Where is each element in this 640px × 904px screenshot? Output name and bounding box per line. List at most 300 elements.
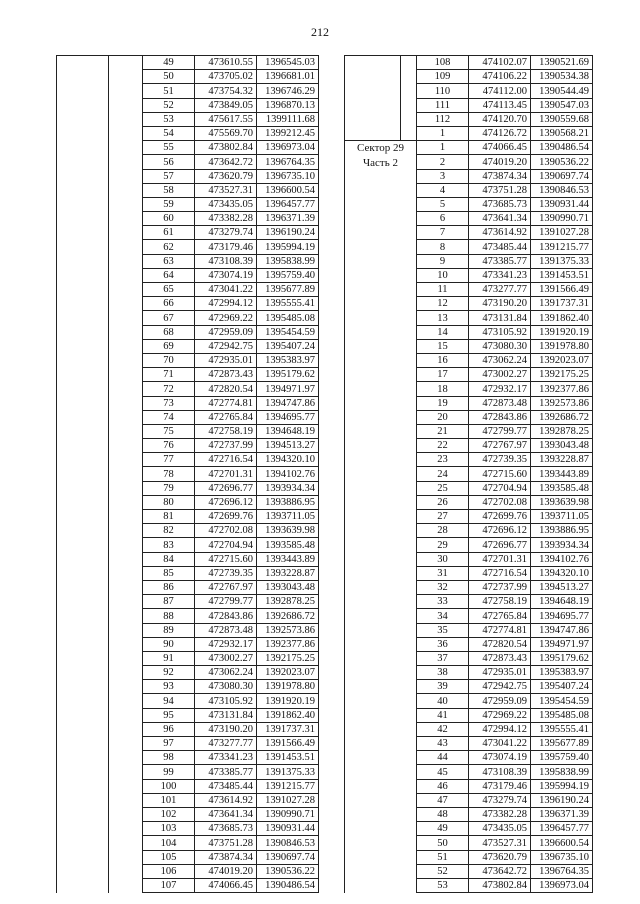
y-coordinate-cell: 1396735.10 (257, 169, 319, 183)
point-number-cell: 81 (143, 510, 195, 524)
point-number-cell: 90 (143, 637, 195, 651)
y-coordinate-cell: 1390846.53 (257, 836, 319, 850)
x-coordinate-cell: 474112.00 (469, 84, 531, 98)
x-coordinate-cell: 473074.19 (469, 751, 531, 765)
y-coordinate-cell: 1391027.28 (531, 226, 593, 240)
x-coordinate-cell: 474126.72 (469, 126, 531, 140)
point-number-cell: 87 (143, 595, 195, 609)
point-number-cell: 36 (417, 637, 469, 651)
x-coordinate-cell: 473105.92 (469, 325, 531, 339)
point-number-cell: 13 (417, 311, 469, 325)
point-number-cell: 49 (417, 822, 469, 836)
point-number-cell: 62 (143, 240, 195, 254)
y-coordinate-cell: 1390697.74 (531, 169, 593, 183)
y-coordinate-cell: 1394320.10 (531, 566, 593, 580)
x-coordinate-cell: 472994.12 (469, 722, 531, 736)
table-row (345, 141, 593, 155)
y-coordinate-cell: 1393043.48 (257, 580, 319, 594)
y-coordinate-cell: 1394320.10 (257, 453, 319, 467)
point-number-cell: 56 (143, 155, 195, 169)
point-number-cell: 37 (417, 651, 469, 665)
y-coordinate-cell: 1392023.07 (257, 666, 319, 680)
point-number-cell: 70 (143, 353, 195, 367)
point-number-cell: 82 (143, 524, 195, 538)
y-coordinate-cell: 1390486.54 (257, 878, 319, 892)
x-coordinate-cell: 473802.84 (195, 141, 257, 155)
y-coordinate-cell: 1393443.89 (257, 552, 319, 566)
x-coordinate-cell: 475569.70 (195, 126, 257, 140)
point-number-cell: 68 (143, 325, 195, 339)
point-number-cell: 20 (417, 410, 469, 424)
y-coordinate-cell: 1391215.77 (257, 779, 319, 793)
y-coordinate-cell: 1394513.27 (257, 439, 319, 453)
point-number-cell: 18 (417, 382, 469, 396)
sector-cell (345, 56, 401, 141)
x-coordinate-cell: 473279.74 (469, 793, 531, 807)
part-cell (401, 56, 417, 141)
y-coordinate-cell: 1390536.22 (257, 864, 319, 878)
y-coordinate-cell: 1390931.44 (531, 197, 593, 211)
y-coordinate-cell: 1396190.24 (257, 226, 319, 240)
point-number-cell: 11 (417, 283, 469, 297)
x-coordinate-cell: 472959.09 (469, 694, 531, 708)
x-coordinate-cell: 472942.75 (469, 680, 531, 694)
y-coordinate-cell: 1394648.19 (531, 595, 593, 609)
point-number-cell: 61 (143, 226, 195, 240)
x-coordinate-cell: 472702.08 (469, 495, 531, 509)
x-coordinate-cell: 473642.72 (195, 155, 257, 169)
y-coordinate-cell: 1395555.41 (257, 297, 319, 311)
point-number-cell: 10 (417, 268, 469, 282)
x-coordinate-cell: 473751.28 (195, 836, 257, 850)
point-number-cell: 103 (143, 822, 195, 836)
point-number-cell: 54 (143, 126, 195, 140)
point-number-cell: 24 (417, 467, 469, 481)
point-number-cell: 14 (417, 325, 469, 339)
x-coordinate-cell: 473385.77 (195, 765, 257, 779)
x-coordinate-cell: 473062.24 (469, 353, 531, 367)
y-coordinate-cell: 1396190.24 (531, 793, 593, 807)
y-coordinate-cell: 1395485.08 (257, 311, 319, 325)
part-label: Часть 2 (363, 157, 398, 170)
x-coordinate-cell: 474066.45 (469, 141, 531, 155)
y-coordinate-cell: 1391978.80 (531, 339, 593, 353)
x-coordinate-cell: 472699.76 (195, 510, 257, 524)
point-number-cell: 2 (417, 155, 469, 169)
point-number-cell: 78 (143, 467, 195, 481)
x-coordinate-cell: 473080.30 (195, 680, 257, 694)
x-coordinate-cell: 472767.97 (195, 580, 257, 594)
point-number-cell: 58 (143, 183, 195, 197)
point-number-cell: 69 (143, 339, 195, 353)
x-coordinate-cell: 473277.77 (195, 737, 257, 751)
x-coordinate-cell: 473620.79 (195, 169, 257, 183)
point-number-cell: 1 (417, 126, 469, 140)
point-number-cell: 8 (417, 240, 469, 254)
y-coordinate-cell: 1396457.77 (531, 822, 593, 836)
x-coordinate-cell: 472799.77 (469, 424, 531, 438)
y-coordinate-cell: 1393228.87 (531, 453, 593, 467)
x-coordinate-cell: 472737.99 (195, 439, 257, 453)
x-coordinate-cell: 472843.86 (469, 410, 531, 424)
page-number: 212 (311, 25, 329, 39)
coordinates-table-right (344, 55, 593, 893)
point-number-cell: 45 (417, 765, 469, 779)
y-coordinate-cell: 1393711.05 (531, 510, 593, 524)
y-coordinate-cell: 1396870.13 (257, 98, 319, 112)
y-coordinate-cell: 1393934.34 (257, 481, 319, 495)
x-coordinate-cell: 473614.92 (195, 793, 257, 807)
x-coordinate-cell: 472715.60 (195, 552, 257, 566)
point-number-cell: 34 (417, 609, 469, 623)
x-coordinate-cell: 472702.08 (195, 524, 257, 538)
y-coordinate-cell: 1394747.86 (531, 623, 593, 637)
point-number-cell: 111 (417, 98, 469, 112)
y-coordinate-cell: 1394102.76 (257, 467, 319, 481)
point-number-cell: 26 (417, 495, 469, 509)
point-number-cell: 84 (143, 552, 195, 566)
y-coordinate-cell: 1395759.40 (257, 268, 319, 282)
x-coordinate-cell: 473080.30 (469, 339, 531, 353)
y-coordinate-cell: 1395383.97 (531, 666, 593, 680)
y-coordinate-cell: 1396371.39 (257, 212, 319, 226)
y-coordinate-cell: 1395383.97 (257, 353, 319, 367)
y-coordinate-cell: 1396735.10 (531, 850, 593, 864)
x-coordinate-cell: 474120.70 (469, 112, 531, 126)
point-number-cell: 72 (143, 382, 195, 396)
x-coordinate-cell: 473527.31 (469, 836, 531, 850)
y-coordinate-cell: 1396764.35 (257, 155, 319, 169)
x-coordinate-cell: 474019.20 (469, 155, 531, 169)
y-coordinate-cell: 1393443.89 (531, 467, 593, 481)
point-number-cell: 1 (417, 141, 469, 155)
y-coordinate-cell: 1394102.76 (531, 552, 593, 566)
point-number-cell: 55 (143, 141, 195, 155)
point-number-cell: 95 (143, 708, 195, 722)
point-number-cell: 101 (143, 793, 195, 807)
y-coordinate-cell: 1391566.49 (531, 283, 593, 297)
x-coordinate-cell: 473131.84 (469, 311, 531, 325)
y-coordinate-cell: 1390544.49 (531, 84, 593, 98)
x-coordinate-cell: 473385.77 (469, 254, 531, 268)
point-number-cell: 25 (417, 481, 469, 495)
x-coordinate-cell: 472696.12 (195, 495, 257, 509)
x-coordinate-cell: 472696.77 (195, 481, 257, 495)
point-number-cell: 93 (143, 680, 195, 694)
point-number-cell: 23 (417, 453, 469, 467)
x-coordinate-cell: 472994.12 (195, 297, 257, 311)
x-coordinate-cell: 472758.19 (195, 424, 257, 438)
y-coordinate-cell: 1394695.77 (531, 609, 593, 623)
y-coordinate-cell: 1391453.51 (531, 268, 593, 282)
x-coordinate-cell: 472765.84 (195, 410, 257, 424)
point-number-cell: 50 (143, 70, 195, 84)
x-coordinate-cell: 473527.31 (195, 183, 257, 197)
table-row (345, 56, 593, 70)
y-coordinate-cell: 1393585.48 (257, 538, 319, 552)
point-number-cell: 80 (143, 495, 195, 509)
point-number-cell: 71 (143, 368, 195, 382)
x-coordinate-cell: 473382.28 (195, 212, 257, 226)
x-coordinate-cell: 472715.60 (469, 467, 531, 481)
y-coordinate-cell: 1393585.48 (531, 481, 593, 495)
x-coordinate-cell: 473108.39 (195, 254, 257, 268)
x-coordinate-cell: 475617.55 (195, 112, 257, 126)
y-coordinate-cell: 1395677.89 (531, 737, 593, 751)
y-coordinate-cell: 1395838.99 (531, 765, 593, 779)
point-number-cell: 65 (143, 283, 195, 297)
point-number-cell: 28 (417, 524, 469, 538)
point-number-cell: 21 (417, 424, 469, 438)
x-coordinate-cell: 473685.73 (469, 197, 531, 211)
point-number-cell: 9 (417, 254, 469, 268)
x-coordinate-cell: 472701.31 (195, 467, 257, 481)
point-number-cell: 79 (143, 481, 195, 495)
x-coordinate-cell: 473041.22 (469, 737, 531, 751)
y-coordinate-cell: 1390931.44 (257, 822, 319, 836)
point-number-cell: 30 (417, 552, 469, 566)
x-coordinate-cell: 472737.99 (469, 580, 531, 594)
sector-label: Сектор 29 (357, 142, 404, 155)
point-number-cell: 105 (143, 850, 195, 864)
x-coordinate-cell: 474102.07 (469, 56, 531, 70)
sector-label-cell (345, 141, 417, 893)
point-number-cell: 110 (417, 84, 469, 98)
x-coordinate-cell: 474113.45 (469, 98, 531, 112)
y-coordinate-cell: 1393934.34 (531, 538, 593, 552)
point-number-cell: 6 (417, 212, 469, 226)
y-coordinate-cell: 1396600.54 (531, 836, 593, 850)
point-number-cell: 7 (417, 226, 469, 240)
y-coordinate-cell: 1395407.24 (531, 680, 593, 694)
y-coordinate-cell: 1394971.97 (531, 637, 593, 651)
x-coordinate-cell: 472969.22 (195, 311, 257, 325)
x-coordinate-cell: 473341.23 (469, 268, 531, 282)
y-coordinate-cell: 1395838.99 (257, 254, 319, 268)
y-coordinate-cell: 1393886.95 (257, 495, 319, 509)
point-number-cell: 109 (417, 70, 469, 84)
y-coordinate-cell: 1392175.25 (531, 368, 593, 382)
point-number-cell: 22 (417, 439, 469, 453)
x-coordinate-cell: 472696.77 (469, 538, 531, 552)
y-coordinate-cell: 1396973.04 (257, 141, 319, 155)
x-coordinate-cell: 472932.17 (469, 382, 531, 396)
y-coordinate-cell: 1395994.19 (531, 779, 593, 793)
y-coordinate-cell: 1395179.62 (531, 651, 593, 665)
part-cell (109, 56, 143, 893)
x-coordinate-cell: 473190.20 (195, 722, 257, 736)
point-number-cell: 67 (143, 311, 195, 325)
y-coordinate-cell: 1399212.45 (257, 126, 319, 140)
x-coordinate-cell: 472765.84 (469, 609, 531, 623)
y-coordinate-cell: 1394695.77 (257, 410, 319, 424)
y-coordinate-cell: 1392175.25 (257, 651, 319, 665)
y-coordinate-cell: 1393886.95 (531, 524, 593, 538)
y-coordinate-cell: 1390990.71 (257, 807, 319, 821)
point-number-cell: 91 (143, 651, 195, 665)
x-coordinate-cell: 473610.55 (195, 56, 257, 70)
y-coordinate-cell: 1392377.86 (257, 637, 319, 651)
y-coordinate-cell: 1391566.49 (257, 737, 319, 751)
x-coordinate-cell: 472739.35 (469, 453, 531, 467)
y-coordinate-cell: 1396746.29 (257, 84, 319, 98)
point-number-cell: 107 (143, 878, 195, 892)
y-coordinate-cell: 1394747.86 (257, 396, 319, 410)
point-number-cell: 49 (143, 56, 195, 70)
point-number-cell: 89 (143, 623, 195, 637)
point-number-cell: 43 (417, 737, 469, 751)
x-coordinate-cell: 473620.79 (469, 850, 531, 864)
point-number-cell: 12 (417, 297, 469, 311)
point-number-cell: 77 (143, 453, 195, 467)
y-coordinate-cell: 1392686.72 (531, 410, 593, 424)
x-coordinate-cell: 473642.72 (469, 864, 531, 878)
point-number-cell: 47 (417, 793, 469, 807)
point-number-cell: 102 (143, 807, 195, 821)
x-coordinate-cell: 472935.01 (469, 666, 531, 680)
y-coordinate-cell: 1392377.86 (531, 382, 593, 396)
point-number-cell: 27 (417, 510, 469, 524)
x-coordinate-cell: 472716.54 (195, 453, 257, 467)
x-coordinate-cell: 472799.77 (195, 595, 257, 609)
point-number-cell: 35 (417, 623, 469, 637)
point-number-cell: 66 (143, 297, 195, 311)
y-coordinate-cell: 1392573.86 (531, 396, 593, 410)
x-coordinate-cell: 473279.74 (195, 226, 257, 240)
x-coordinate-cell: 473705.02 (195, 70, 257, 84)
x-coordinate-cell: 472774.81 (195, 396, 257, 410)
point-number-cell: 48 (417, 807, 469, 821)
x-coordinate-cell: 472704.94 (195, 538, 257, 552)
point-number-cell: 31 (417, 566, 469, 580)
y-coordinate-cell: 1394513.27 (531, 580, 593, 594)
sector-cell (57, 56, 109, 893)
x-coordinate-cell: 472774.81 (469, 623, 531, 637)
point-number-cell: 64 (143, 268, 195, 282)
point-number-cell: 53 (143, 112, 195, 126)
y-coordinate-cell: 1395555.41 (531, 722, 593, 736)
y-coordinate-cell: 1391375.33 (531, 254, 593, 268)
y-coordinate-cell: 1396545.03 (257, 56, 319, 70)
y-coordinate-cell: 1393639.98 (531, 495, 593, 509)
x-coordinate-cell: 473002.27 (195, 651, 257, 665)
point-number-cell: 39 (417, 680, 469, 694)
y-coordinate-cell: 1392878.25 (257, 595, 319, 609)
y-coordinate-cell: 1393043.48 (531, 439, 593, 453)
x-coordinate-cell: 472820.54 (469, 637, 531, 651)
x-coordinate-cell: 472873.43 (195, 368, 257, 382)
x-coordinate-cell: 472767.97 (469, 439, 531, 453)
point-number-cell: 41 (417, 708, 469, 722)
x-coordinate-cell: 473277.77 (469, 283, 531, 297)
point-number-cell: 40 (417, 694, 469, 708)
y-coordinate-cell: 1390559.68 (531, 112, 593, 126)
x-coordinate-cell: 472739.35 (195, 566, 257, 580)
x-coordinate-cell: 473179.46 (195, 240, 257, 254)
x-coordinate-cell: 473641.34 (195, 807, 257, 821)
point-number-cell: 5 (417, 197, 469, 211)
x-coordinate-cell: 473485.44 (195, 779, 257, 793)
point-number-cell: 16 (417, 353, 469, 367)
y-coordinate-cell: 1395994.19 (257, 240, 319, 254)
y-coordinate-cell: 1391920.19 (531, 325, 593, 339)
x-coordinate-cell: 473754.32 (195, 84, 257, 98)
point-number-cell: 15 (417, 339, 469, 353)
x-coordinate-cell: 473382.28 (469, 807, 531, 821)
y-coordinate-cell: 1391862.40 (531, 311, 593, 325)
x-coordinate-cell: 473341.23 (195, 751, 257, 765)
point-number-cell: 46 (417, 779, 469, 793)
y-coordinate-cell: 1394971.97 (257, 382, 319, 396)
y-coordinate-cell: 1395179.62 (257, 368, 319, 382)
y-coordinate-cell: 1396457.77 (257, 197, 319, 211)
point-number-cell: 108 (417, 56, 469, 70)
y-coordinate-cell: 1392573.86 (257, 623, 319, 637)
point-number-cell: 100 (143, 779, 195, 793)
x-coordinate-cell: 473179.46 (469, 779, 531, 793)
point-number-cell: 75 (143, 424, 195, 438)
y-coordinate-cell: 1390534.38 (531, 70, 593, 84)
x-coordinate-cell: 473435.05 (469, 822, 531, 836)
point-number-cell: 97 (143, 737, 195, 751)
y-coordinate-cell: 1391862.40 (257, 708, 319, 722)
y-coordinate-cell: 1391453.51 (257, 751, 319, 765)
point-number-cell: 83 (143, 538, 195, 552)
point-number-cell: 52 (143, 98, 195, 112)
point-number-cell: 42 (417, 722, 469, 736)
x-coordinate-cell: 473849.05 (195, 98, 257, 112)
y-coordinate-cell: 1391920.19 (257, 694, 319, 708)
x-coordinate-cell: 473062.24 (195, 666, 257, 680)
point-number-cell: 4 (417, 183, 469, 197)
y-coordinate-cell: 1396371.39 (531, 807, 593, 821)
point-number-cell: 88 (143, 609, 195, 623)
x-coordinate-cell: 472959.09 (195, 325, 257, 339)
y-coordinate-cell: 1391978.80 (257, 680, 319, 694)
point-number-cell: 59 (143, 197, 195, 211)
point-number-cell: 106 (143, 864, 195, 878)
y-coordinate-cell: 1396973.04 (531, 878, 593, 892)
x-coordinate-cell: 473874.34 (469, 169, 531, 183)
point-number-cell: 38 (417, 666, 469, 680)
x-coordinate-cell: 472873.43 (469, 651, 531, 665)
x-coordinate-cell: 472969.22 (469, 708, 531, 722)
y-coordinate-cell: 1391375.33 (257, 765, 319, 779)
y-coordinate-cell: 1396600.54 (257, 183, 319, 197)
x-coordinate-cell: 474066.45 (195, 878, 257, 892)
point-number-cell: 51 (143, 84, 195, 98)
x-coordinate-cell: 472704.94 (469, 481, 531, 495)
point-number-cell: 50 (417, 836, 469, 850)
x-coordinate-cell: 473685.73 (195, 822, 257, 836)
y-coordinate-cell: 1392023.07 (531, 353, 593, 367)
y-coordinate-cell: 1392878.25 (531, 424, 593, 438)
coordinates-table-left (56, 55, 319, 893)
point-number-cell: 52 (417, 864, 469, 878)
y-coordinate-cell: 1393639.98 (257, 524, 319, 538)
point-number-cell: 33 (417, 595, 469, 609)
y-coordinate-cell: 1391215.77 (531, 240, 593, 254)
y-coordinate-cell: 1395759.40 (531, 751, 593, 765)
y-coordinate-cell: 1390697.74 (257, 850, 319, 864)
y-coordinate-cell: 1395407.24 (257, 339, 319, 353)
x-coordinate-cell: 473190.20 (469, 297, 531, 311)
point-number-cell: 74 (143, 410, 195, 424)
y-coordinate-cell: 1395485.08 (531, 708, 593, 722)
x-coordinate-cell: 474106.22 (469, 70, 531, 84)
point-number-cell: 96 (143, 722, 195, 736)
y-coordinate-cell: 1390521.69 (531, 56, 593, 70)
